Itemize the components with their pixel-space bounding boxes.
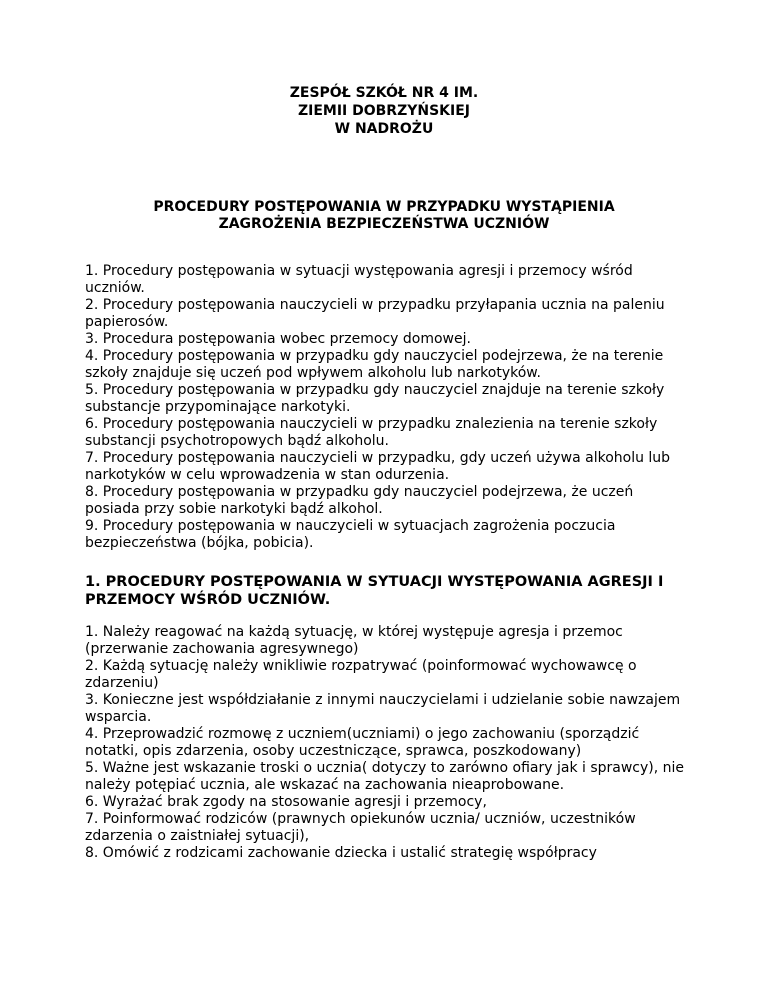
school-name-line: ZIEMII DOBRZYŃSKIEJ	[297, 103, 471, 119]
section-step: 2. Każdą sytuację należy wnikliwie rozpatrywać (poinformować wychowawcę o zdarzeniu)	[85, 658, 637, 691]
procedure-list-item: 1. Procedury postępowania w sytuacji występowania agresji i przemocy wśród uczniów.	[85, 263, 633, 296]
procedure-list-item: 8. Procedury postępowania w przypadku gdy nauczyciel podejrzewa, że uczeń posiada przy sobie narkotyki bądź alkohol.	[85, 484, 634, 517]
section-step: 4. Przeprowadzić rozmowę z uczniem(uczniami) o jego zachowaniu (sporządzić notatki, opis zdarzenia, osoby uczestniczące, sprawca, poszkodowany)	[85, 726, 640, 759]
document-title-line: ZAGROŻENIA BEZPIECZEŃSTWA UCZNIÓW	[218, 216, 550, 232]
document-title	[85, 199, 683, 233]
section-step: 5. Ważne jest wskazanie troski o ucznia( dotyczy to zarówno ofiary jak i sprawcy), nie należy potępiać ucznia, ale wskazać na zachowania nieaprobowane.	[85, 760, 685, 793]
procedure-list-item: 4. Procedury postępowania w przypadku gdy nauczyciel podejrzewa, że na terenie szkoły znajduje się uczeń pod wpływem alkoholu lub narkotyków.	[85, 348, 664, 381]
document-page	[85, 0, 705, 994]
section-step: 3. Konieczne jest współdziałanie z innymi nauczycielami i udzielanie sobie nawzajem wsparcia.	[85, 692, 681, 725]
procedures-list	[85, 263, 685, 552]
section-heading: 1. PROCEDURY POSTĘPOWANIA W SYTUACJI WYSTĘPOWANIA AGRESJI I PRZEMOCY WŚRÓD UCZNIÓW.	[85, 574, 664, 608]
school-name-line: ZESPÓŁ SZKÓŁ NR 4 IM.	[289, 85, 479, 101]
section-steps	[85, 624, 685, 862]
section-step: 6. Wyrażać brak zgody na stosowanie agresji i przemocy,	[85, 794, 487, 810]
procedure-list-item: 2. Procedury postępowania nauczycieli w przypadku przyłapania ucznia na paleniu papierosów.	[85, 297, 665, 330]
section-step: 7. Poinformować rodziców (prawnych opiekunów ucznia/ uczniów, uczestników zdarzenia o zaistniałej sytuacji),	[85, 811, 636, 844]
document-title-line: PROCEDURY POSTĘPOWANIA W PRZYPADKU WYSTĄPIENIA	[153, 199, 615, 215]
procedure-list-item: 6. Procedury postępowania nauczycieli w przypadku znalezienia na terenie szkoły substancji psychotropowych bądź alkoholu.	[85, 416, 658, 449]
procedure-list-item: 5. Procedury postępowania w przypadku gdy nauczyciel znajduje na terenie szkoły substancje przypominające narkotyki.	[85, 382, 665, 415]
school-name	[85, 84, 683, 138]
procedure-list-item: 3. Procedura postępowania wobec przemocy domowej.	[85, 331, 471, 347]
section-step: 8. Omówić z rodzicami zachowanie dziecka i ustalić strategię współpracy	[85, 845, 597, 861]
school-name-line: W NADROŻU	[334, 121, 434, 137]
section-step: 1. Należy reagować na każdą sytuację, w której występuje agresja i przemoc (przerwanie zachowania agresywnego)	[85, 624, 623, 657]
procedure-list-item: 7. Procedury postępowania nauczycieli w przypadku, gdy uczeń używa alkoholu lub narkotyków w celu wprowadzenia w stan odurzenia.	[85, 450, 671, 483]
procedure-list-item: 9. Procedury postępowania w nauczycieli w sytuacjach zagrożenia poczucia bezpieczeństwa (bójka, pobicia).	[85, 518, 616, 551]
